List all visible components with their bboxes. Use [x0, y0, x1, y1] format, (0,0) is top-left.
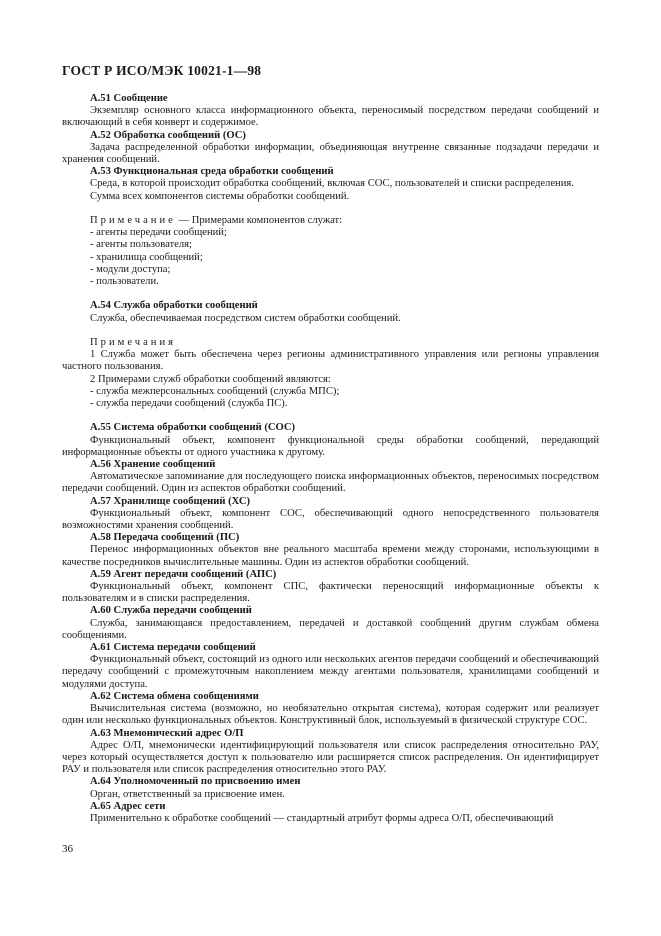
note [62, 215, 599, 227]
term-heading: А.62 Система обмена сообщениями [90, 690, 259, 702]
note-label: Примечание [90, 215, 176, 227]
term-definition: Функциональный объект, состоящий из одного или нескольких агентов передачи сообщений и обеспечивающий передачу сообщений с промежуточным накоплением между агентами пользователя, хранилищами сообщений и модулями доступа. [62, 654, 599, 690]
term-definition: Среда, в которой происходит обработка сообщений, включая СОС, пользователей и списки распределения. [90, 178, 574, 190]
list-item: - модули доступа; [90, 263, 171, 275]
term-definition: Орган, ответственный за присвоение имен. [90, 788, 285, 800]
term-heading: А.58 Передача сообщений (ПС) [90, 532, 240, 544]
term-definition: Применительно к обработке сообщений — стандартный атрибут формы адреса О/П, обеспечивающий [90, 812, 554, 824]
list-item: - служба межперсональных сообщений (служба МПС); [90, 385, 340, 397]
term-definition: Функциональный объект, компонент функциональной среды обработки сообщений, передающий информационные объекты от одного участника к другому. [62, 434, 599, 458]
page-number: 36 [62, 843, 73, 855]
term-definition: Экземпляр основного класса информационного объекта, переносимый посредством передачи сообщений и включающий в себя конверт и содержимое. [62, 105, 599, 129]
term-heading: А.60 Служба передачи сообщений [90, 605, 252, 617]
notes-label: Примечания [90, 337, 176, 349]
term-definition: Служба, занимающаяся предоставлением, передачей и доставкой сообщений другим службам обмена сообщениями. [62, 617, 599, 641]
term-heading: А.52 Обработка сообщений (ОС) [90, 129, 246, 141]
term-heading: А.61 Система передачи сообщений [90, 642, 256, 654]
term-definition: Функциональный объект, компонент СПС, фактически переносящий информационные объекты к пользователям и в списки распределения. [62, 581, 599, 605]
list-item: - агенты передачи сообщений; [90, 227, 227, 239]
term-heading: А.56 Хранение сообщений [90, 459, 216, 471]
term-heading: А.54 Служба обработки сообщений [90, 300, 258, 312]
term-heading: А.63 Мнемонический адрес О/П [90, 727, 244, 739]
term-definition: Автоматическое запоминание для последующего поиска информационных объектов, переносимых посредством передачи сообщений. Один из аспектов обработки сообщений. [62, 471, 599, 495]
term-heading: А.64 Уполномоченный по присвоению имен [90, 776, 301, 788]
note-item: 1 Служба может быть обеспечена через регионы административного управления или регионы управления частного пользования. [62, 349, 599, 373]
note-item: 2 Примерами служб обработки сообщений являются: [90, 373, 331, 385]
term-definition: Адрес О/П, мнемонически идентифицирующий пользователя или список распределения относительно РАУ, через который осуществляется доступ к пользователю или расширяется список распределения. Он идентифицирует РАУ и пользователя или список распределения относительно этого РАУ. [62, 739, 599, 776]
list-item: - служба передачи сообщений (служба ПС). [90, 398, 288, 410]
term-definition: Служба, обеспечиваемая посредством систем обработки сообщений. [90, 312, 401, 324]
list-item: - агенты пользователя; [90, 239, 192, 251]
list-item: - хранилища сообщений; [90, 251, 203, 263]
term-definition: Сумма всех компонентов системы обработки сообщений. [90, 190, 350, 202]
term-heading: А.59 Агент передачи сообщений (АПС) [90, 568, 277, 580]
document-header: ГОСТ Р ИСО/МЭК 10021-1—98 [62, 63, 262, 78]
list-item: - пользователи. [90, 276, 159, 288]
term-definition: Перенос информационных объектов вне реального масштаба времени между сторонами, использующими в качестве посредников вычислительные машины. Один из аспектов обработки сообщений. [62, 544, 599, 568]
term-heading: А.65 Адрес сети [90, 800, 166, 812]
note-text: — Примерами компонентов служат: [175, 215, 343, 227]
term-definition: Функциональный объект, компонент СОС, обеспечивающий одного непосредственного пользователя возможностями хранения сообщений. [62, 507, 599, 532]
term-heading: А.53 Функциональная среда обработки сообщений [90, 166, 334, 178]
term-heading: А.55 Система обработки сообщений (СОС) [90, 422, 296, 434]
term-heading: А.51 Сообщение [90, 93, 168, 104]
term-heading: А.57 Хранилище сообщений (ХС) [90, 495, 251, 507]
term-definition: Вычислительная система (возможно, но необязательно открытая система), которая содержит или реализует один или несколько функциональных объектов. Конструктивный блок, используемый в физической структуре СОС. [62, 703, 599, 727]
term-definition: Задача распределенной обработки информации, объединяющая внутренне связанные подзадачи передачи и хранения сообщений. [62, 141, 599, 166]
page-content [62, 93, 599, 825]
